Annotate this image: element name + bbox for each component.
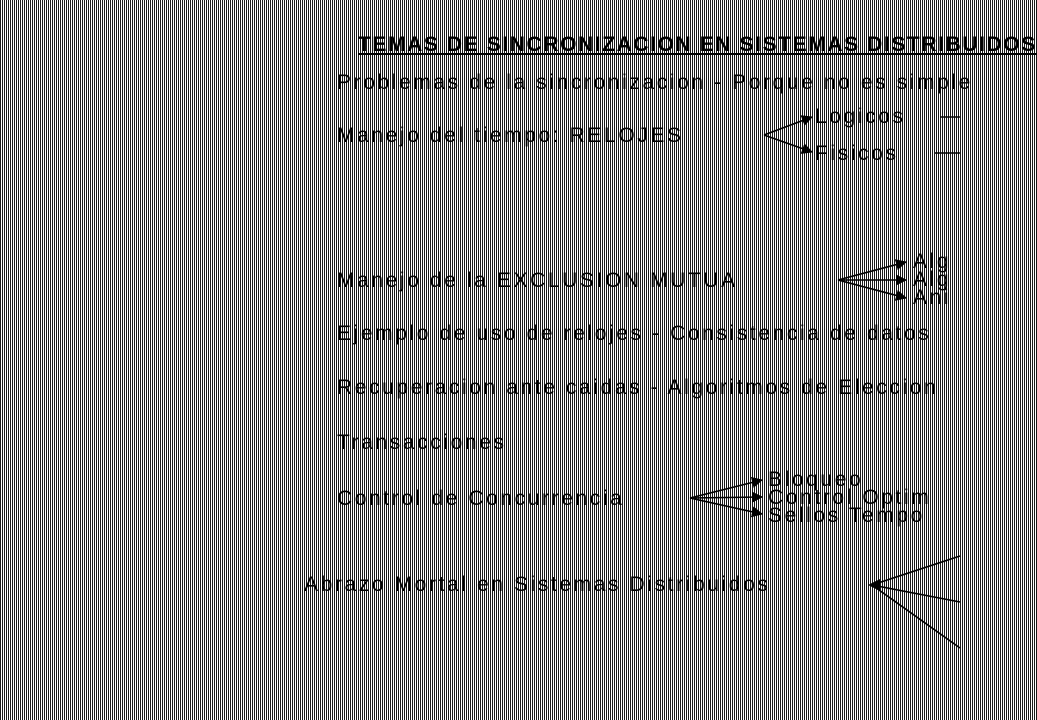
topic-recuperacion: Recuperacion ante caidas - Algoritmos de Eleccion (337, 376, 939, 399)
topic-abrazo: Abrazo Mortal en Sistemas Distribuidos (304, 573, 771, 596)
branch-exclusion-2: Alg (913, 268, 952, 291)
arrow-concurrencia-bloqueo (690, 480, 762, 498)
topic-relojes: Manejo del tiempo: RELOJES (337, 124, 684, 147)
arrow-concurrencia-sellos (690, 498, 762, 514)
branch-sellos-tempo: Sellos Tempo (768, 504, 925, 527)
topic-exclusion: Manejo de la EXCLUSION MUTUA (337, 269, 738, 292)
branch-exclusion-1: Alg (913, 250, 952, 273)
arrow-relojes-fisicos (764, 135, 812, 152)
arrow-relojes-logicos (764, 117, 812, 135)
arrow-abrazo-1 (872, 556, 960, 585)
branch-bloqueo: Bloqueo (768, 468, 864, 491)
topic-problemas: Problemas de la sincronizacion - Porque no es simple (337, 71, 973, 94)
branch-exclusion-3: Ani (913, 286, 952, 309)
branch-control-optim: Control Optim (768, 486, 932, 509)
arrow-concurrencia-optim (690, 497, 762, 498)
arrow-exclusion-1 (838, 262, 906, 280)
arrowhead-abrazo (868, 579, 880, 591)
topic-ejemplo: Ejemplo de uso de relojes - Consistencia de datos (337, 322, 932, 345)
branch-fisicos: Fisicos (815, 142, 899, 165)
slide-title: TEMAS DE SINCRONIZACION EN SISTEMAS DISTRIBUIDOS (358, 33, 1037, 56)
branch-logicos: Logicos (815, 105, 906, 128)
arrow-exclusion-3 (838, 280, 906, 298)
topic-concurrencia: Control de Concurrencia (337, 487, 625, 510)
arrow-abrazo-3 (872, 585, 960, 648)
topic-transacciones: Transacciones (337, 431, 507, 454)
